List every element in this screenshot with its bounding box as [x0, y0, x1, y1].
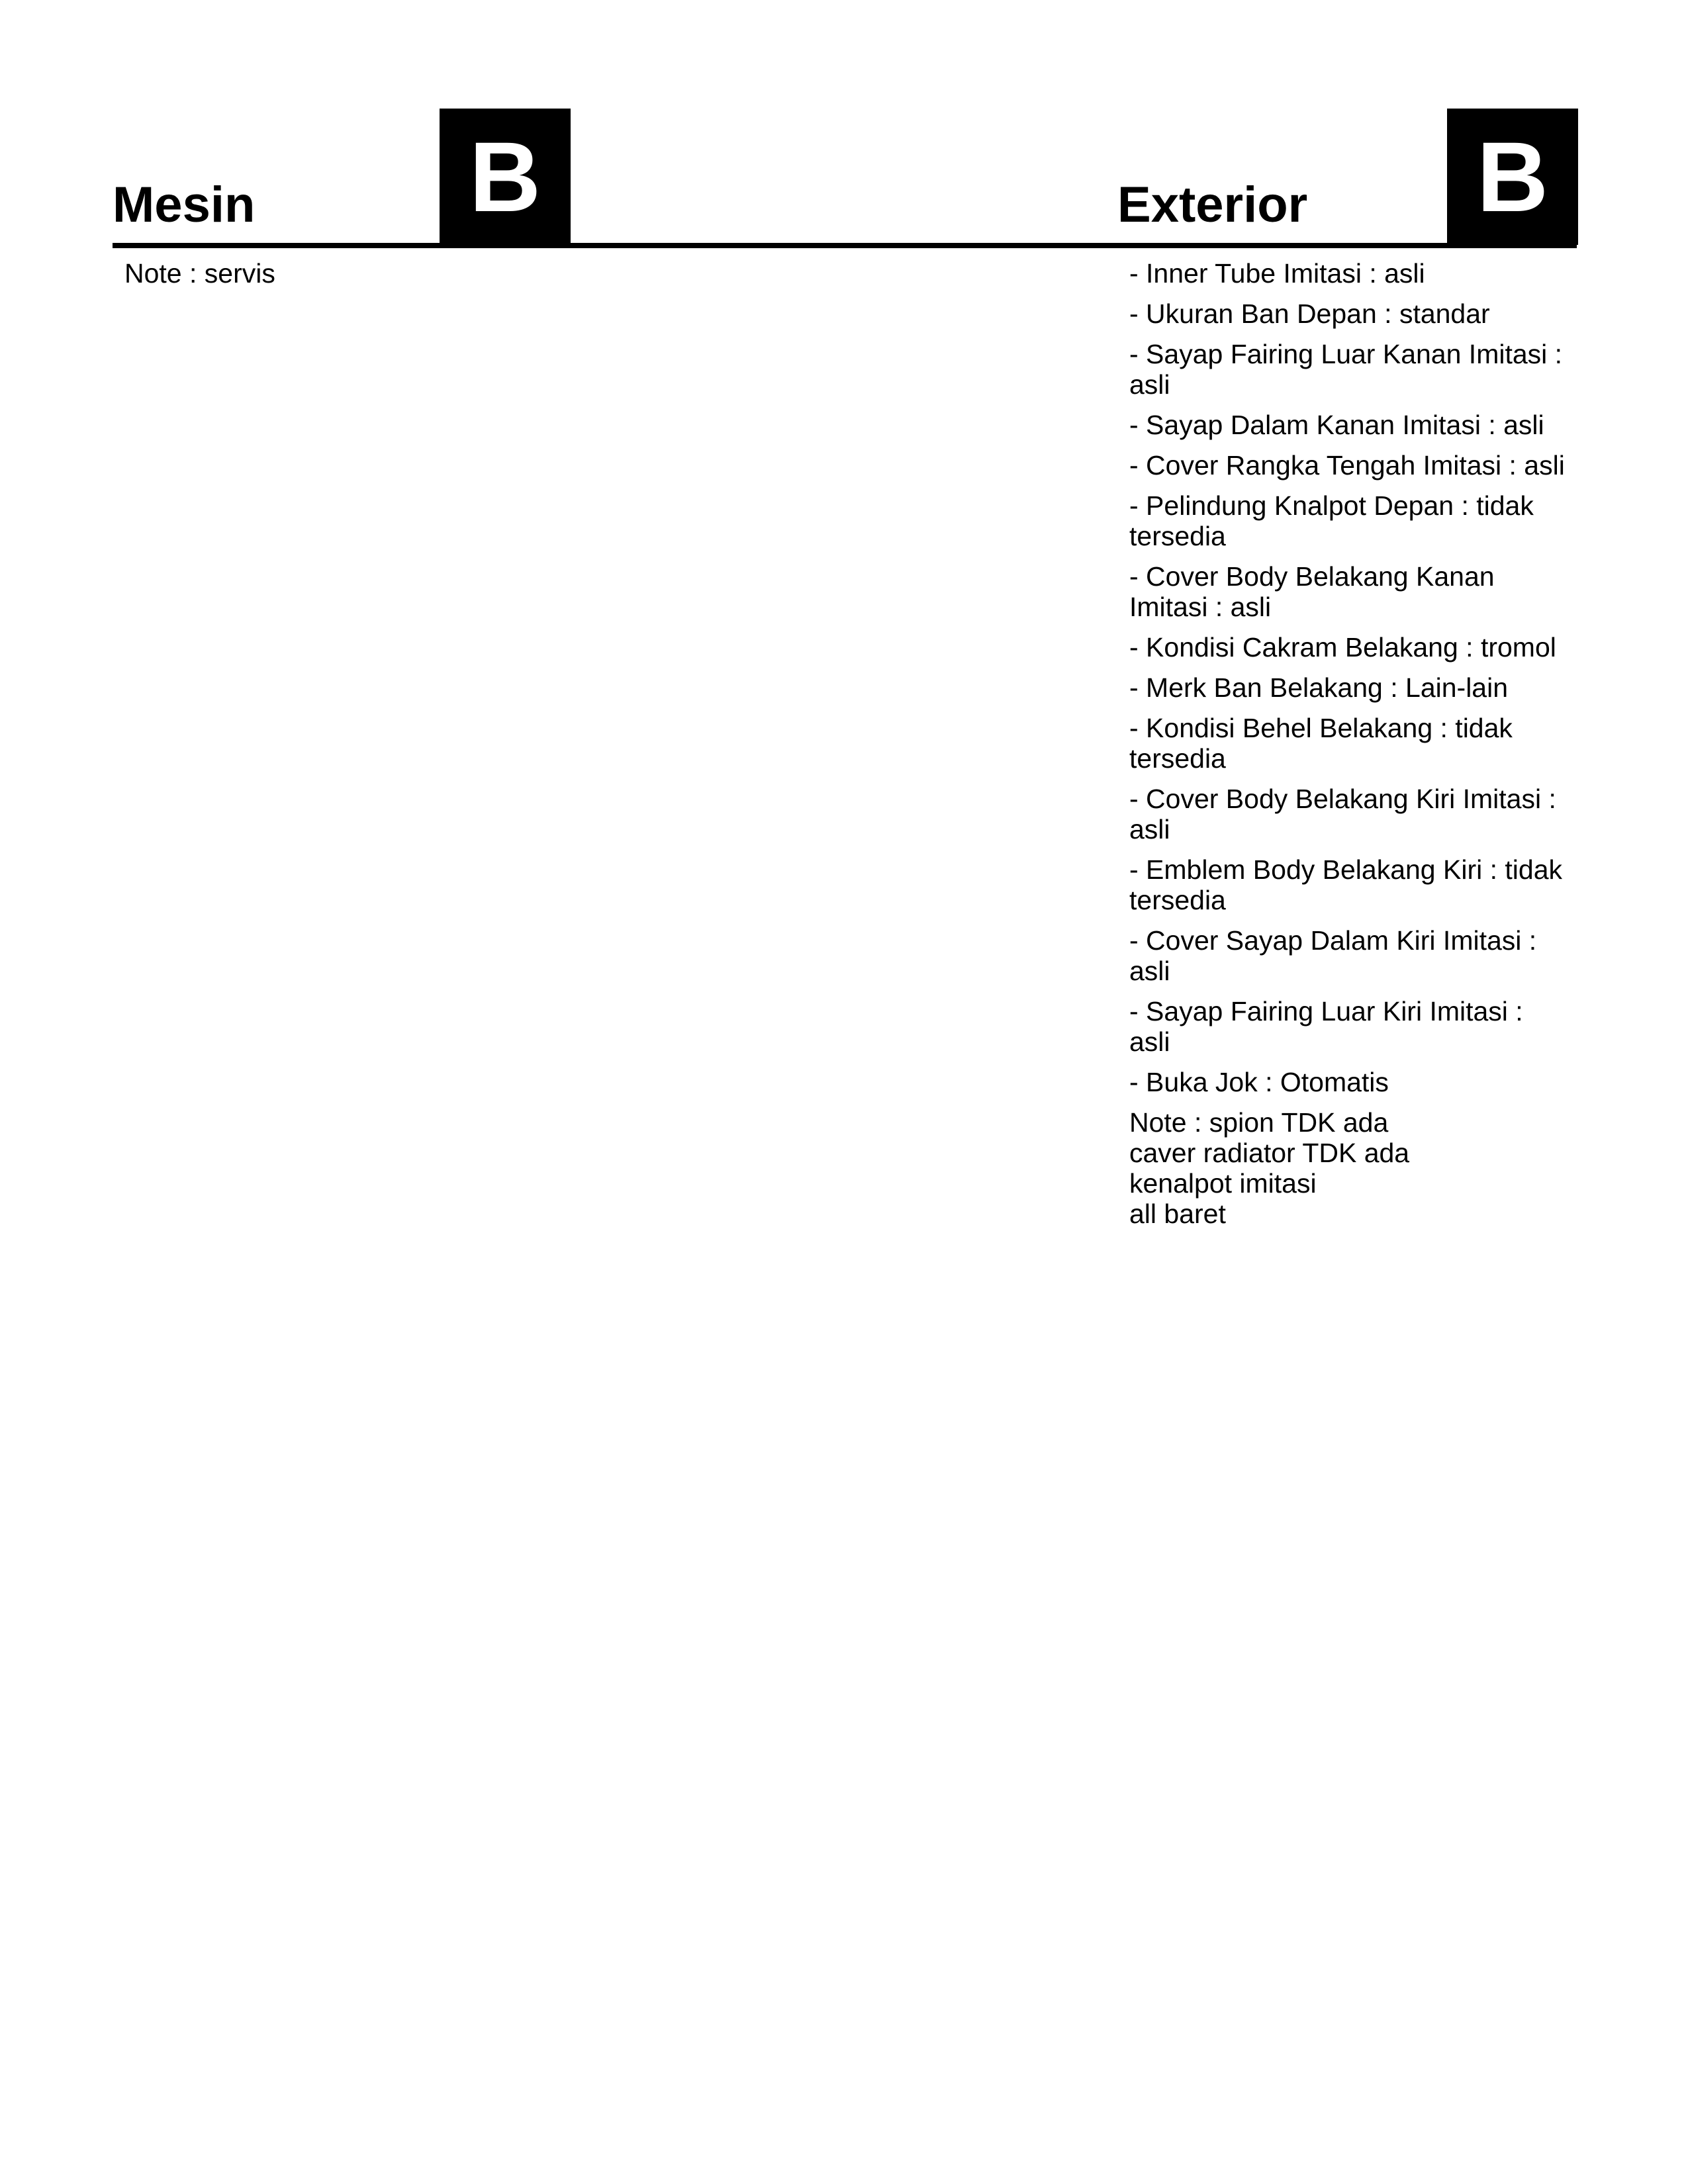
exterior-item: - Buka Jok : Otomatis	[1129, 1067, 1389, 1097]
header-divider	[113, 243, 1577, 248]
exterior-item: - Cover Rangka Tengah Imitasi : asli	[1129, 450, 1565, 480]
exterior-item: - Merk Ban Belakang : Lain-lain	[1129, 672, 1509, 703]
exterior-item: - Cover Body Belakang Kiri Imitasi : asli	[1129, 784, 1556, 844]
mesin-grade-badge: B	[440, 109, 571, 245]
exterior-item: - Cover Sayap Dalam Kiri Imitasi : asli	[1129, 925, 1537, 986]
exterior-item: - Sayap Fairing Luar Kiri Imitasi : asli	[1129, 996, 1523, 1057]
exterior-item-list	[1129, 258, 1566, 1239]
exterior-note: Note : spion TDK ada caver radiator TDK ada kenalpot imitasi all baret	[1129, 1107, 1410, 1229]
exterior-item: - Sayap Fairing Luar Kanan Imitasi : asli	[1129, 339, 1563, 400]
exterior-item: - Sayap Dalam Kanan Imitasi : asli	[1129, 410, 1544, 440]
mesin-title: Mesin	[113, 177, 256, 233]
exterior-item: - Pelindung Knalpot Depan : tidak tersedia	[1129, 490, 1534, 551]
exterior-item: - Ukuran Ban Depan : standar	[1129, 298, 1490, 329]
exterior-grade-badge: B	[1447, 109, 1578, 245]
mesin-note: Note : servis	[124, 258, 275, 289]
exterior-title: Exterior	[1117, 177, 1308, 233]
exterior-item: - Kondisi Cakram Belakang : tromol	[1129, 632, 1556, 662]
exterior-item: - Cover Body Belakang Kanan Imitasi : asli	[1129, 561, 1495, 622]
exterior-item: - Emblem Body Belakang Kiri : tidak tersedia	[1129, 854, 1562, 915]
exterior-item: - Kondisi Behel Belakang : tidak tersedia	[1129, 713, 1513, 774]
exterior-item: - Inner Tube Imitasi : asli	[1129, 258, 1425, 289]
